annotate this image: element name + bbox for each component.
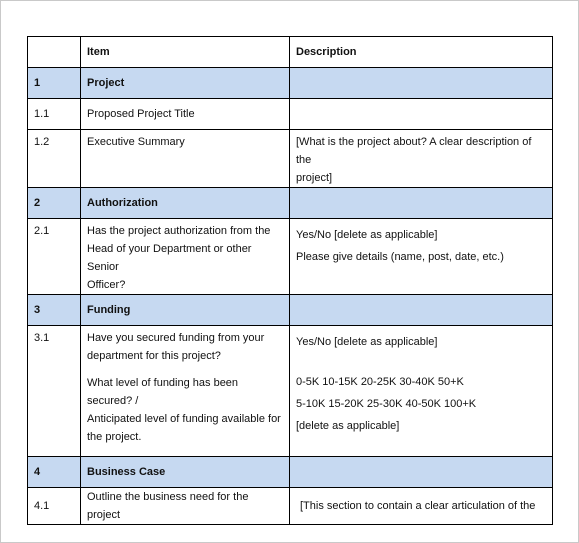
table-row <box>28 219 553 295</box>
section-row-authorization <box>28 188 553 219</box>
section-row-business-case <box>28 457 553 488</box>
row-item: Executive Summary <box>81 130 290 188</box>
description-line: Yes/No [delete as applicable] <box>296 229 438 241</box>
description-line: [What is the project about? A clear description of the <box>296 136 532 166</box>
section-number: 3 <box>28 295 81 326</box>
section-description-empty <box>290 68 553 99</box>
description-line: [delete as applicable] <box>296 420 400 432</box>
row-description <box>290 219 553 295</box>
row-number: 4.1 <box>28 488 81 525</box>
row-description <box>290 326 553 457</box>
table-row <box>28 488 553 525</box>
row-description <box>290 488 553 525</box>
section-row-funding <box>28 295 553 326</box>
row-item <box>81 326 290 457</box>
header-item-cell: Item <box>81 37 290 68</box>
table-row <box>28 130 553 188</box>
description-line: Yes/No [delete as applicable] <box>296 336 438 348</box>
item-line: the project. <box>87 431 142 443</box>
section-number: 2 <box>28 188 81 219</box>
section-number: 4 <box>28 457 81 488</box>
description-line: [This section to contain a clear articulation of the <box>300 500 536 512</box>
row-number: 2.1 <box>28 219 81 295</box>
section-row-project <box>28 68 553 99</box>
row-number: 3.1 <box>28 326 81 457</box>
table-header-row <box>28 37 553 68</box>
header-description-cell: Description <box>290 37 553 68</box>
row-description <box>290 130 553 188</box>
section-title: Funding <box>81 295 290 326</box>
item-line: Have you secured funding from your <box>87 332 265 344</box>
row-item: Outline the business need for the project <box>81 488 290 525</box>
funding-options-line: 0-5K 10-15K 20-25K 30-40K 50+K <box>296 376 464 388</box>
row-description <box>290 99 553 130</box>
header-number-cell <box>28 37 81 68</box>
section-description-empty <box>290 457 553 488</box>
section-number: 1 <box>28 68 81 99</box>
item-line: Has the project authorization from the <box>87 225 271 237</box>
item-line: Head of your Department or other Senior <box>87 243 252 273</box>
row-item: Proposed Project Title <box>81 99 290 130</box>
description-line: Please give details (name, post, date, etc.) <box>296 251 504 263</box>
section-title: Business Case <box>81 457 290 488</box>
item-line: Officer? <box>87 279 126 291</box>
row-number: 1.2 <box>28 130 81 188</box>
row-item <box>81 219 290 295</box>
funding-options-line: 5-10K 15-20K 25-30K 40-50K 100+K <box>296 398 477 410</box>
project-proposal-table <box>27 36 553 525</box>
row-number: 1.1 <box>28 99 81 130</box>
section-description-empty <box>290 295 553 326</box>
table-row <box>28 99 553 130</box>
item-line: What level of funding has been secured? / <box>87 377 239 407</box>
section-description-empty <box>290 188 553 219</box>
section-title: Authorization <box>81 188 290 219</box>
description-line: project] <box>296 172 333 184</box>
item-line: department for this project? <box>87 350 221 362</box>
section-title: Project <box>81 68 290 99</box>
spacer <box>87 365 283 374</box>
item-line: Anticipated level of funding available for <box>87 413 281 425</box>
table-row <box>28 326 553 457</box>
spacer <box>296 351 546 369</box>
